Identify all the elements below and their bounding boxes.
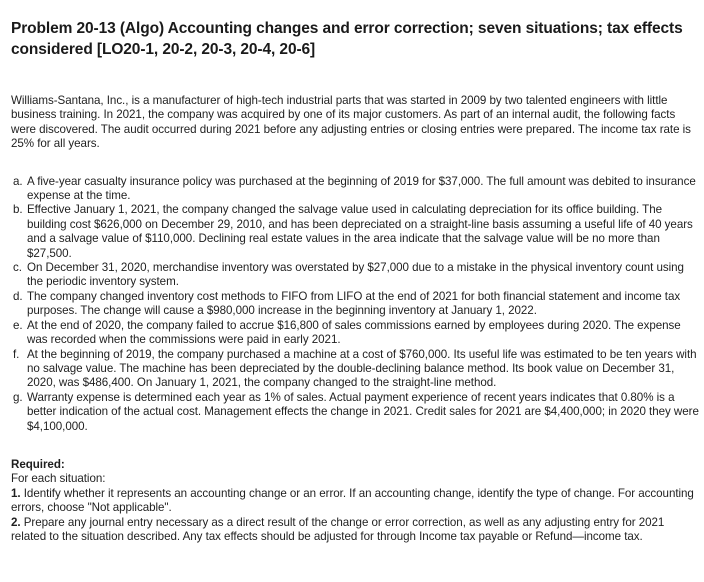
required-section (11, 458, 701, 544)
required-step (11, 516, 701, 545)
required-step-text: Identify whether it represents an accounting change or an error. If an accounting change, identify the type of change. For accounting errors, choose "Not applicable". (11, 486, 694, 515)
required-step-number: 2. (11, 515, 21, 529)
situations-list (11, 175, 701, 434)
problem-page (11, 0, 701, 544)
situation-item (11, 261, 701, 290)
situation-item (11, 290, 701, 319)
situation-item (11, 175, 701, 204)
situation-marker: g. (13, 390, 23, 404)
intro-paragraph: Williams-Santana, Inc., is a manufacturer of high-tech industrial parts that was started in 2009 by two talented engineers with little business training. In 2021, the company was acquired by one of its major customers. As part of an internal audit, the following facts were discovered. The audit occurred during 2021 before any adjusting entries or closing entries were prepared. The income tax rate is 25% for all years. (11, 94, 691, 151)
situation-marker: b. (13, 203, 23, 217)
required-step (11, 487, 701, 516)
situation-marker: c. (13, 261, 22, 275)
situation-marker: a. (13, 174, 23, 188)
situation-text: A five-year casualty insurance policy was purchased at the beginning of 2019 for $37,000. The full amount was debited to insurance expense at the time. (27, 174, 696, 203)
situation-text: At the beginning of 2019, the company purchased a machine at a cost of $760,000. Its useful life was estimated to be ten years with no salvage value. The machine has been depreciated by the double-declining balance method. Its book value on December 31, 2020, was $486,400. On January 1, 2021, the company changed to the straight-line method. (27, 347, 697, 390)
situation-item (11, 319, 701, 348)
required-step-number: 1. (11, 486, 21, 500)
situation-text: The company changed inventory cost methods to FIFO from LIFO at the end of 2021 for both financial statement and income tax purposes. The change will cause a $980,000 increase in the beginning inventory at January 1, 2022. (27, 289, 681, 318)
problem-title: Problem 20-13 (Algo) Accounting changes and error correction; seven situations; tax effects considered [LO20-1, 20-2, 20-3, 20-4, 20-6] (11, 20, 683, 58)
situation-item (11, 391, 701, 434)
required-heading: Required: (11, 457, 65, 471)
situation-item (11, 203, 701, 261)
situation-text: Effective January 1, 2021, the company changed the salvage value used in calculating depreciation for its office building. The building cost $626,000 on December 29, 2010, and has been depreciated on a straight-line basis assuming a useful life of 40 years and a salvage value of $110,000. Declining real estate values in the area indicate that the salvage value will be no more than $27,500. (27, 203, 693, 260)
situation-text: Warranty expense is determined each year as 1% of sales. Actual payment experience of recent years indicates that 0.80% is a better indication of the actual cost. Management effects the change in 2021. Credit sales for 2021 are $4,400,000; in 2020 they were $4,100,000. (27, 390, 699, 433)
situation-item (11, 348, 701, 391)
situation-marker: e. (13, 318, 23, 332)
situation-marker: d. (13, 289, 23, 303)
required-step-text: Prepare any journal entry necessary as a direct result of the change or error correction, as well as any adjusting entry for 2021 related to the situation described. Any tax effects should be adjusted for through Income tax payable or Refund—income tax. (11, 515, 665, 543)
situation-marker: f. (13, 347, 20, 361)
required-subheading: For each situation: (11, 472, 106, 486)
situation-text: At the end of 2020, the company failed to accrue $16,800 of sales commissions earned by employees during 2020. The expense was recorded when the commissions were paid in early 2021. (27, 318, 681, 347)
situation-text: On December 31, 2020, merchandise inventory was overstated by $27,000 due to a mistake in the physical inventory count using the periodic inventory system. (27, 261, 684, 289)
